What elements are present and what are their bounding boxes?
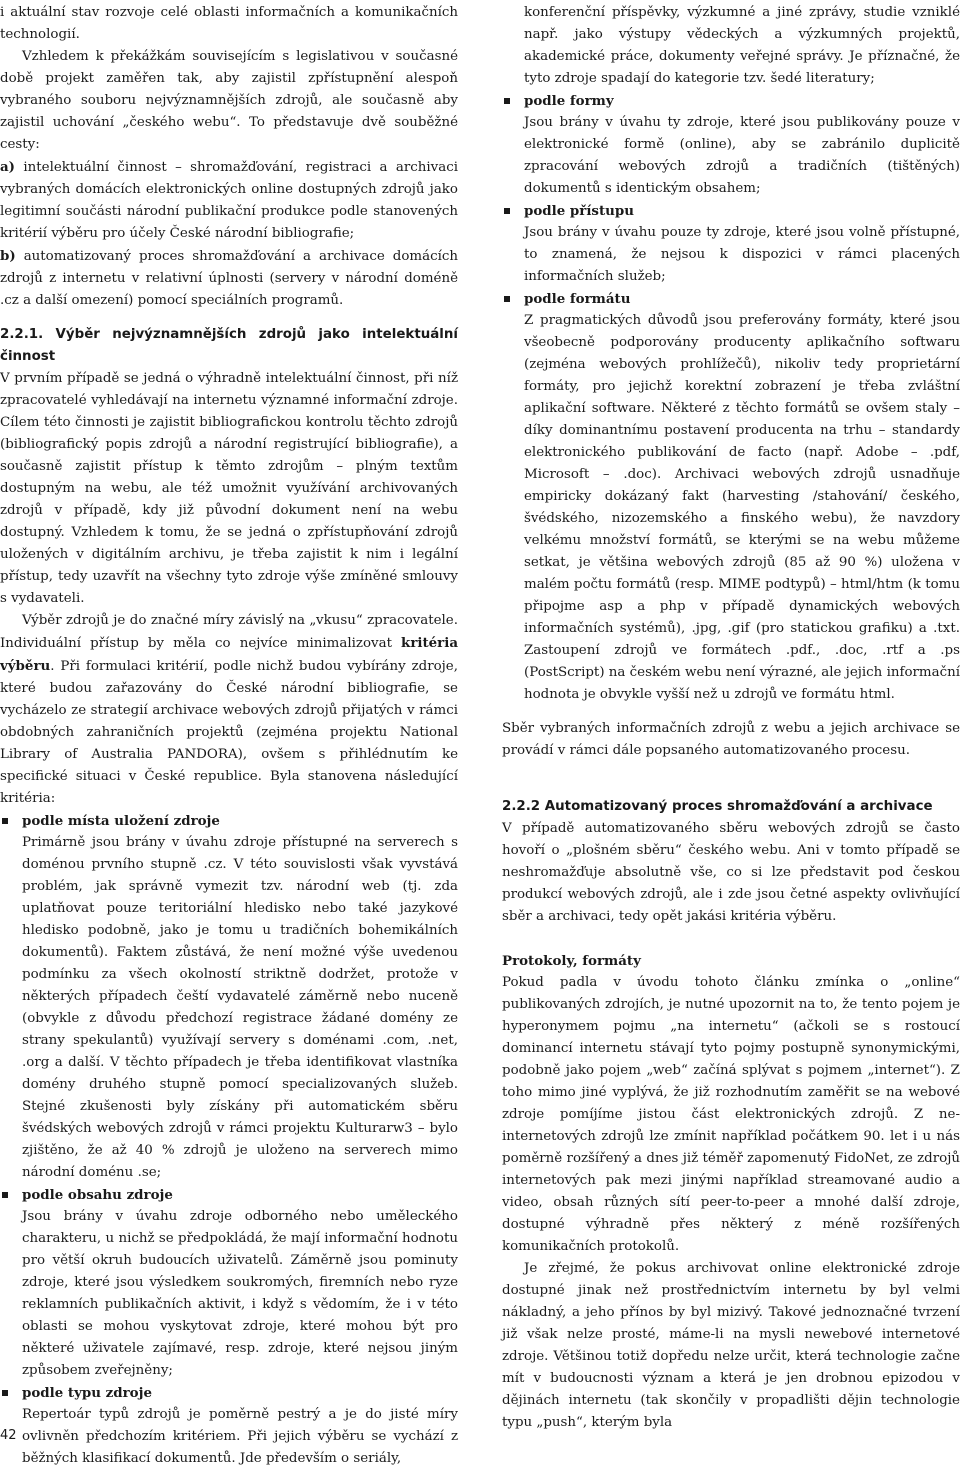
paragraph: V prvním případě se jedná o výhradně intelektuální činnost, při níž zpracovatelé vyhledávají na internetu významné informační zdroje. Cílem této činnosti je zajistit bibliografickou kontrolu těchto zdrojů (bibliografický popis zdrojů a národní registrující bibliografie), a současně zajistit přístup k těmto zdrojům – plným textům dostupným na webu, ale též umožnit využívání archivovaných zdrojů v případě, kdy již původní dokument není na webu dostupný. Vzhledem k tomu, že se jedná o zpřístupňování zdrojů uložených v digitálním archivu, je třeba zajistit k nim i legální přístup, tedy uzavřít na všechny tyto zdroje výše zmíněné smlouvy s vydavateli. [0,371,458,606]
paragraph: Pokud padla v úvodu tohoto článku zmínka o „online“ publikovaných zdrojích, je nutné upozornit na to, že tento pojem je hyperonymem pojmu „na internetu“ (ačkoli se s rostoucí dominancí internetu stávají tyto pojmy postupně synonymickými, podobně jako pojem „web“ začíná splývat s pojmem „internet“). Z toho mimo jiné vyplývá, že již rozhodnutím zaměřit se na webové zdroje pomíjíme jistou část elektronických zdrojů. Z ne-internetových zdrojů lze zmínit například počátkem 90. let i u nás poměrně rozšířený a dnes již téměř zapomenutý FidoNet, ze zdrojů internetových pak mezi jinými například streamované audio a video, obsah různých sítí peer-to-peer a mnohé další zdroje, dostupné výhradně přes některý z méně rozšířených komunikačních protokolů. [502,975,960,1254]
list-item [502,288,960,706]
paragraph-text: To představuje dvě souběžné cesty: [0,115,459,152]
emphasis: kritéria výběru [0,635,458,674]
right-column [502,2,960,1434]
paragraph-text: Vzhledem k překážkám souvisejícím s legislativou v současné době projekt zaměřen tak, aby zajistil zpřístupnění alespoň vybraného souboru nejvýznamnějších zdrojů, ale současně aby zajistil uchování „českého webu“. [0,49,458,130]
spacer [502,928,960,950]
paragraph-text: Výběr zdrojů je do značné míry závislý na „vkusu“ zpracovatele. Individuální přístup by měla co nejvíce minimalizovat [0,613,458,651]
paragraph-text: . Při formulaci kritérií, podle nichž budou vybírány zdroje, které budou zařazovány do České národní bibliografie, se vycházelo ze strategií archivace webových zdrojů přijatých v rámci obdobných zahraničních projektů (zejména projektu National Library of Australia PANDORA), ovšem s přihlédnutím ke specifické situaci v České republice. Byla stanovena následující kritéria: [0,659,458,806]
paragraph: Sběr vybraných informačních zdrojů z webu a jejich archivace se provádí v rámci dále popsaného automatizovaného procesu. [502,721,960,758]
criterion-title: podle místa uložení zdroje [22,813,220,829]
criterion-text: Repertoár typů zdrojů je poměrně pestrý a je do jisté míry ovlivněn předchozím kritériem. Při jejich výběru se vychází z běžných klasifikací dokumentů. Jde především o seriály, [22,1407,458,1466]
list-item [0,810,458,1184]
criterion-title: podle formátu [524,291,631,307]
criterion-text: konferenční příspěvky, výzkumné a jiné zprávy, studie vzniklé např. jako výstupy vědeckých a výzkumných projektů, akademické práce, dokumenty veřejné správy. Je příznačné, že tyto zdroje spadají do kategorie tzv. šedé literatury; [524,5,960,86]
list-item-b [0,245,458,312]
criterion-text: Jsou brány v úvahu ty zdroje, které jsou publikovány pouze v elektronické formě (online), aby se zabránilo duplicitě zpracování webových zdrojů a tradičních (tištěných) dokumentů s identickým obsahem; [524,115,960,196]
list-item [0,1382,458,1470]
list-label: a) [0,159,16,175]
paragraph: Je zřejmé, že pokus archivovat online elektronické zdroje dostupné jinak než prostřednictvím internetu by byl velmi nákladný, a jeho přínos by byl mizivý. Takové jednoznačné tvrzení již však nelze prosté, máme-li na mysli newebové internetové zdroje. Většinou totiž dopředu nelze určit, která technologie začne mít v budoucnosti význam a která je jen drobnou epizodou v dějinách internetu (tak skončily v propadlišti dějin technologie typu „push“, kterým byla [502,1261,960,1430]
list-text: automatizovaný proces shromažďování a archivace domácích zdrojů z internetu v relativní úplnosti (servery v národní doméně .cz a další omezení) pomocí speciálních programů. [0,249,458,308]
criteria-list [502,90,960,706]
list-label: b) [0,248,16,264]
left-column [0,2,458,1470]
criterion-title: podle obsahu zdroje [22,1187,173,1203]
paragraph [0,610,458,810]
list-item [0,1184,458,1382]
list-text: intelektuální činnost – shromažďování, registraci a archivaci vybraných domácích elektronických online dostupných zdrojů jako legitimní součásti národní publikační produkce podle stanovených kritérií výběru pro účely České národní bibliografie; [0,160,458,241]
subheading: Protokoly, formáty [502,953,641,969]
list-item [502,90,960,200]
criterion-title: podle formy [524,93,614,109]
list-item [502,200,960,288]
criterion-text: Primárně jsou brány v úvahu zdroje přístupné na serverech s doménou prvního stupně .cz. V této souvislosti však vyvstává problém, jak správně vymezit tzv. národní web (tj. zda uplatňovat pouze teritoriální hledisko nebo také jazykové hledisko podobně, jako je tomu u tradičních bohemikálních dokumentů). Faktem zůstává, že není možné výše uvedenou podmínku za všech okolností striktně dodržet, protože v některých případech čeští vydavatelé záměrně nebo nuceně (obvykle z důvodu předchozí registrace žádané domény ze strany spekulantů) využívají servery s doménami .com, .net, .org a další. V těchto případech je třeba identifikovat vlastníka domény druhého stupně pomocí specializovaných služeb. Stejné zkušenosti byly získány při automatickém sběru švédských webových zdrojů v rámci projektu Kulturarw3 – bylo zjištěno, že až 40 % zdrojů je uloženo na serverech mimo národní doménu .se; [22,835,458,1180]
criterion-text: Jsou brány v úvahu zdroje odborného nebo uměleckého charakteru, u nichž se předpokládá, že mají informační hodnotu pro větší okruh budoucích uživatelů. Záměrně jsou pominuty zdroje, které jsou výsledkem soukromých, firemních nebo ryze reklamních publikačních aktivit, i když s vědomím, že i v této oblasti se mohou vyskytovat zdroje, které mohou být pro některé uživatele zajímavé, resp. zdroje, které nejsou jiným způsobem zveřejněny; [22,1209,458,1378]
spacer [502,762,960,784]
paragraph [0,46,458,156]
section-heading: 2.2.2 Automatizovaný proces shromažďování a archivace [502,799,933,814]
criterion-title: podle přístupu [524,203,634,219]
criteria-list [0,810,458,1470]
list-item-a [0,156,458,245]
criterion-title: podle typu zdroje [22,1385,152,1401]
section-heading: 2.2.1. Výběr nejvýznamnějších zdrojů jako intelektuální činnost [0,327,458,364]
paragraph: i aktuální stav rozvoje celé oblasti informačních a komunikačních technologií. [0,5,458,42]
spacer [502,706,960,718]
page-number: 42 [0,1428,17,1443]
criterion-text: Z pragmatických důvodů jsou preferovány formáty, které jsou všeobecně podporovány producenty aplikačního softwaru (zejména webových prohlížečů), nikoliv tedy proprietární formáty, pro jejichž korektní zobrazení je třeba zvláštní aplikační software. Některé z těchto formátů se ovšem staly – díky dominantnímu postavení producenta na trhu – standardy elektronického publikování de facto (např. Adobe – .pdf, Microsoft – .doc). Archivaci webových zdrojů usnadňuje empiricky dokázaný fakt (harvesting /stahování/ českého, švédského, nizozemského a finského webu), že navzdory velkému množství formátů, se kterými se na webu můžeme setkat, je většina webových zdrojů (85 až 90 %) uložena v malém počtu formátů (resp. MIME podtypů) – html/htm (k tomu připojme asp a php v případě dynamických webových informačních systémů), .jpg, .gif (pro statickou grafiku) a .txt. Zastoupení zdrojů ve formátech .pdf., .doc, .rtf a .ps (PostScript) na českém webu není výrazné, ale jejich informační hodnota je obvykle vyšší než u zdrojů ve formátu html. [524,313,960,702]
paragraph: V případě automatizovaného sběru webových zdrojů se často hovoří o „plošném sběru“ českého webu. Ani v tomto případě se neshromažďuje absolutně vše, co si lze představit pod českou produkcí webových zdrojů, ale i zde jsou četné aspekty ovlivňující sběr a archivaci, tedy opět jakási kritéria výběru. [502,821,960,924]
criterion-text: Jsou brány v úvahu pouze ty zdroje, které jsou volně přístupné, to znamená, že nejsou k dispozici v rámci placených informačních služeb; [524,225,960,284]
